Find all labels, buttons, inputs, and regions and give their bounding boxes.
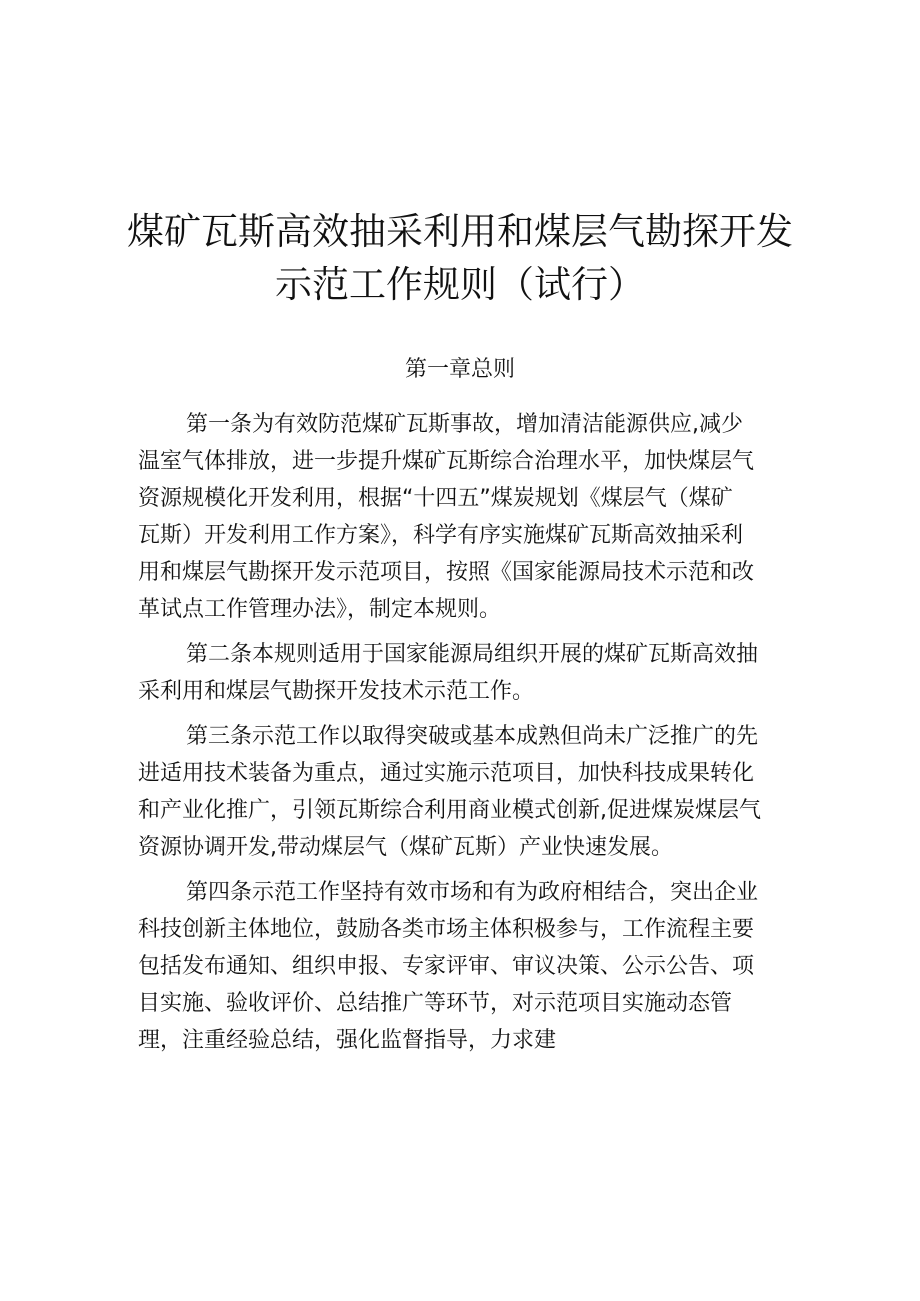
article-2 — [138, 636, 798, 710]
article-3 — [138, 718, 798, 866]
text-line: 温室气体排放，进一步提升煤矿瓦斯综合治理水平，加快煤层气 — [138, 449, 755, 474]
text-line: 革试点工作管理办法》，制定本规则。 — [138, 597, 502, 622]
text-line: 资源协调开发,带动煤层气（煤矿瓦斯）产业快速发展。 — [138, 835, 673, 860]
text-line: 进适用技术装备为重点，通过实施示范项目，加快科技成果转化 — [138, 761, 755, 786]
text-line: 第二条本规则适用于国家能源局组织开展的煤矿瓦斯高效抽 — [186, 642, 759, 667]
title-line-1: 煤矿瓦斯高效抽采利用和煤层气勘探开发 — [127, 210, 793, 253]
article-4 — [138, 874, 798, 1059]
text-line: 和产业化推广，引领瓦斯综合利用商业模式创新,促进煤炭煤层气 — [138, 798, 761, 823]
text-line: 第四条示范工作坚持有效市场和有为政府相结合，突出企业 — [186, 880, 759, 905]
text-line: 用和煤层气勘探开发示范项目，按照《国家能源局技术示范和改 — [138, 560, 755, 585]
text-line: 包括发布通知、组织申报、专家评审、审议决策、公示公告、项 — [138, 954, 755, 979]
chapter-heading: 第一章总则 — [404, 357, 515, 382]
body-text — [138, 406, 798, 1059]
article-1 — [138, 406, 798, 628]
text-line: 目实施、验收评价、总结推广等环节，对示范项目实施动态管 — [138, 991, 733, 1016]
text-line: 第一条为有效防范煤矿瓦斯事故，增加清洁能源供应,减少 — [186, 412, 743, 437]
text-line: 瓦斯）开发利用工作方案》，科学有序实施煤矿瓦斯高效抽采利 — [138, 523, 744, 548]
document-title — [0, 205, 920, 311]
text-line: 理，注重经验总结，强化监督指导，力求建 — [138, 1028, 557, 1053]
text-line: 资源规模化开发利用，根据“十四五”煤炭规划《煤层气（煤矿 — [138, 486, 733, 511]
text-line: 第三条示范工作以取得突破或基本成熟但尚未广泛推广的先 — [186, 724, 759, 749]
text-line: 科技创新主体地位，鼓励各类市场主体积极参与，工作流程主要 — [138, 917, 755, 942]
text-line: 采利用和煤层气勘探开发技术示范工作。 — [138, 679, 535, 704]
title-line-2: 示范工作规则（试行） — [275, 263, 645, 306]
